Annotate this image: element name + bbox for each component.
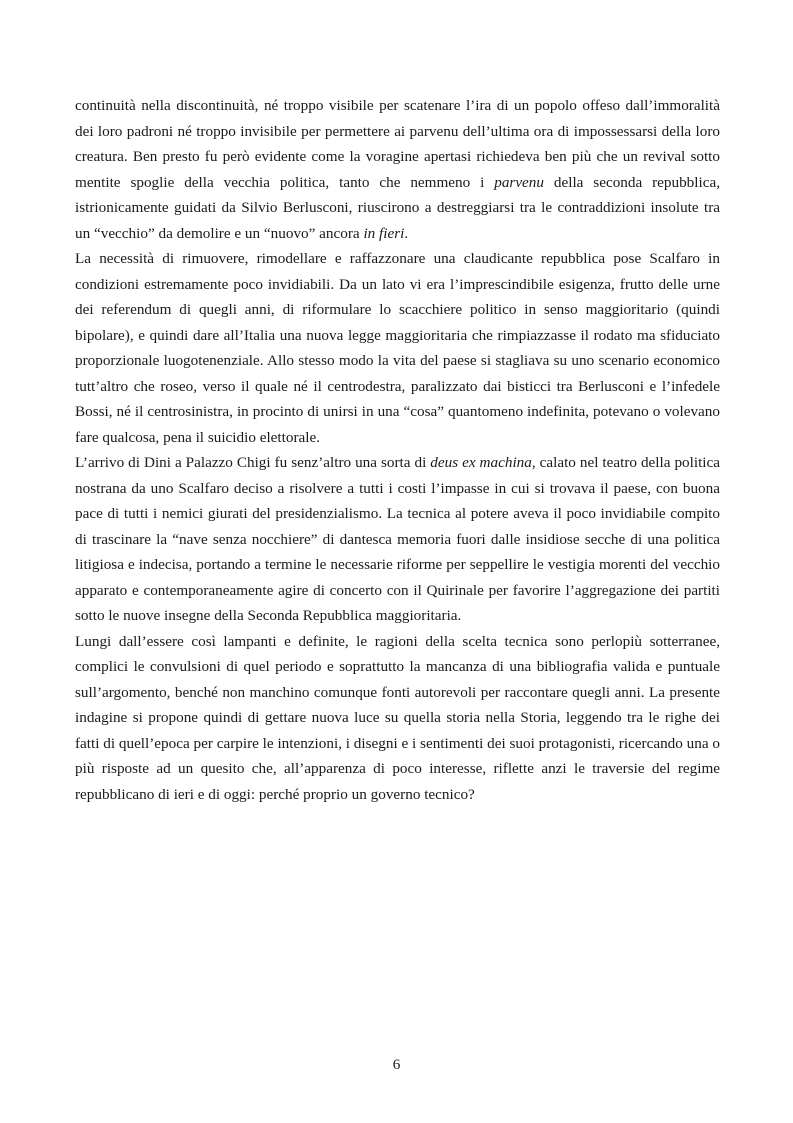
paragraph-1-text-3: . xyxy=(404,224,409,242)
paragraph-4 xyxy=(75,629,720,808)
page-number: 6 xyxy=(392,1056,401,1073)
paragraph-3 xyxy=(75,450,720,629)
paragraph-3-text-2: , calato nel teatro della politica nostrana da uno Scalfaro deciso a risolvere a tutti i costi l’impasse in cui si trovava il paese, con buona pace di tutti i nemici giurati del presidenzialismo. La tecnica al potere aveva il poco invidiabile compito di trascinare la “nave senza nocchiere” di dantesca memoria fuori dalle insidiose secche di una politica litigiosa e indecisa, portando a termine le necessarie riforme per seppellire le vestigia morenti del vecchio apparato e contemporaneamente agire di concerto con il Quirinale per favorire l’aggregazione dei partiti sotto le nuove insegne della Seconda Repubblica maggioritaria. xyxy=(75,454,721,624)
paragraph-1-italic-parvenu: parvenu xyxy=(494,173,544,191)
paragraph-2 xyxy=(75,246,720,450)
paragraph-1 xyxy=(75,93,720,246)
paragraph-3-text-1: L’arrivo di Dini a Palazzo Chigi fu senz’altro una sorta di xyxy=(75,454,431,471)
document-body xyxy=(75,93,720,807)
paragraph-1-italic-in-fieri: in fieri xyxy=(363,224,405,242)
paragraph-1-text-2: della seconda repubblica, istrionicamente guidati da Silvio Berlusconi, riuscirono a destreggiarsi tra le contraddizioni insolute tra un “vecchio” da demolire e un “nuovo” ancora xyxy=(75,173,720,242)
paragraph-4-text: Lungi dall’essere così lampanti e definite, le ragioni della scelta tecnica sono perlopiù sotterranee, complici le convulsioni di quel periodo e soprattutto la mancanza di una bibliografia valida e puntuale sull’argomento, benché non manchino comunque fonti autorevoli per raccontare quegli anni. La presente indagine si propone quindi di gettare nuova luce su quella storia nella Storia, leggendo tra le righe dei fatti di quell’epoca per carpire le intenzioni, i disegni e i sentimenti dei suoi protagonisti, ricercando una o più risposte ad un quesito che, all’apparenza di poco interesse, riflette anzi le traversie del regime repubblicano di ieri e di oggi: perché proprio un governo tecnico? xyxy=(75,632,720,803)
paragraph-3-italic-deus-ex-machina: deus ex machina xyxy=(430,454,532,471)
paragraph-2-text: La necessità di rimuovere, rimodellare e raffazzonare una claudicante repubblica pose Scalfaro in condizioni estremamente poco invidiabili. Da un lato vi era l’imprescindibile esigenza, frutto delle urne dei referendum di quegli anni, di riformulare lo scacchiere politico in senso maggioritario (quindi bipolare), e quindi dare all’Italia una nuova legge maggioritaria che rimpiazzasse il rodato ma sfiduciato proporzionale luogotenenziale. Allo stesso modo la vita del paese si stagliava su uno scenario economico tutt’altro che roseo, verso il quale né il centrodestra, paralizzato dai bisticci tra Berlusconi e l’infedele Bossi, né il centrosinistra, in procinto di unirsi in una “cosa” quantomeno indefinita, potevano o volevano fare qualcosa, pena il suicidio elettorale. xyxy=(75,250,720,446)
paragraph-1-text-1: continuità nella discontinuità, né troppo visibile per scatenare l’ira di un popolo offeso dall’immoralità dei loro padroni né troppo invisibile per permettere ai parvenu dell’ultima ora di impossessarsi della loro creatura. Ben presto fu però evidente come la voragine apertasi richiedeva ben più che un revival sotto mentite spoglie della vecchia politica, tanto che nemmeno i xyxy=(75,97,720,191)
